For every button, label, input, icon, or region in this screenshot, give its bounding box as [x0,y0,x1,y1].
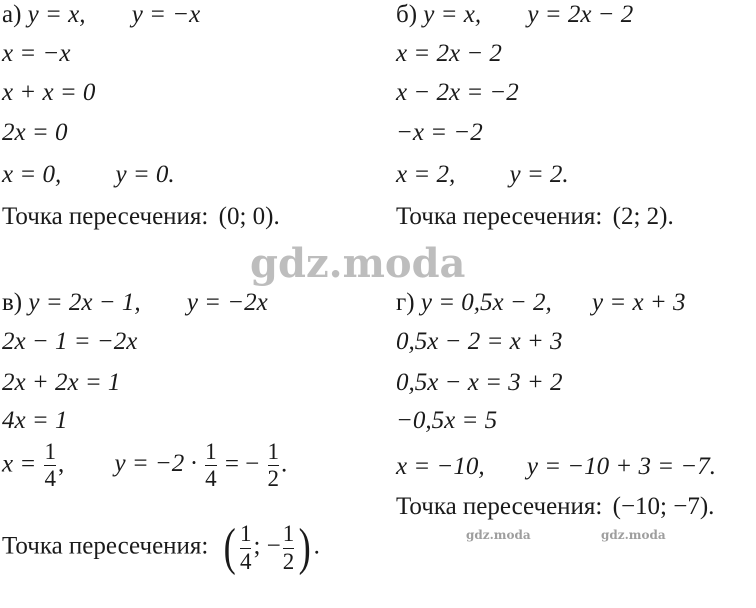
fraction-numerator: 1 [267,439,280,464]
step-line: x = −x [2,40,71,67]
problem-b-header [396,2,633,27]
fraction-denominator: 2 [282,548,295,574]
equation: y = 2x − 2 [527,1,634,28]
step-line: 0,5x − 2 = x + 3 [396,328,563,355]
result-x: x = 0, [2,161,62,188]
intersection-label: Точка пересечения: [2,203,209,230]
intersection-line [396,494,714,519]
paren-close: ) [298,519,311,576]
fraction [268,440,280,491]
equation: y = −x [131,1,201,28]
equation: y = 2x − 1, [28,289,141,316]
fraction-denominator: 4 [44,466,56,492]
problem-g-header [396,290,685,315]
step-line: 2x + 2x = 1 [2,369,121,396]
point-separator: ; − [253,532,281,560]
step-line: −0,5x = 5 [396,407,498,434]
problem-g-label: г) [396,289,415,316]
step-line: 0,5x − x = 3 + 2 [396,369,563,396]
equation: y = x, [27,1,86,28]
fraction-numerator: 1 [44,439,56,464]
result-line [2,162,175,187]
result-x-prefix: x = [2,450,37,478]
step-line: x = 2x − 2 [396,40,502,67]
step-line: 4x = 1 [2,407,68,434]
result-y: y = 0. [115,161,175,188]
problem-v-label: в) [2,289,23,316]
step-line: 2x = 0 [2,119,68,146]
equation: y = x, [423,1,482,28]
fraction [205,440,217,491]
step-line: x − 2x = −2 [396,79,519,106]
fraction [283,522,295,573]
problem-b-label: б) [396,1,418,28]
fraction-denominator: 2 [267,466,280,492]
result-y-suffix: . [281,450,288,478]
result-x-suffix: , [57,450,65,478]
fraction-numerator: 1 [239,521,252,547]
fraction [240,522,252,573]
fraction [44,440,56,491]
result-y-mid: = − [224,450,260,478]
intersection-point: (2; 2). [612,203,674,230]
paren-open: ( [223,519,236,576]
watermark-small: gdz.moda [466,528,531,542]
result-x: x = −10, [396,453,485,480]
fraction-numerator: 1 [282,521,295,547]
watermark-small: gdz.moda [601,528,666,542]
intersection-point: (0; 0). [218,203,280,230]
result-x: x = 2, [396,161,456,188]
equation: y = x + 3 [592,289,686,316]
fraction-denominator: 4 [239,548,252,574]
fraction-numerator: 1 [205,439,217,464]
result-y: y = 2. [509,161,569,188]
equation: y = 0,5x − 2, [420,289,552,316]
problem-a-header [2,2,200,27]
result-line [396,162,569,187]
watermark-logo: gdz.moda [250,240,466,287]
problem-v-header [2,290,268,315]
problem-a-label: а) [2,1,22,28]
result-line [2,440,287,491]
result-y-prefix: y = −2 · [114,450,197,478]
equation: y = −2x [186,289,268,316]
intersection-line [396,204,674,229]
step-line: 2x − 1 = −2x [2,328,138,355]
point-end: . [313,532,320,560]
result-y: y = −10 + 3 = −7. [526,453,717,480]
result-line [396,454,716,479]
intersection-line [2,519,320,576]
step-line: x + x = 0 [2,79,96,106]
intersection-label: Точка пересечения: [2,532,209,560]
fraction-denominator: 4 [205,466,217,492]
intersection-label: Точка пересечения: [396,493,603,520]
step-line: −x = −2 [396,119,483,146]
intersection-label: Точка пересечения: [396,203,603,230]
intersection-line [2,204,280,229]
intersection-point: (−10; −7). [612,493,715,520]
